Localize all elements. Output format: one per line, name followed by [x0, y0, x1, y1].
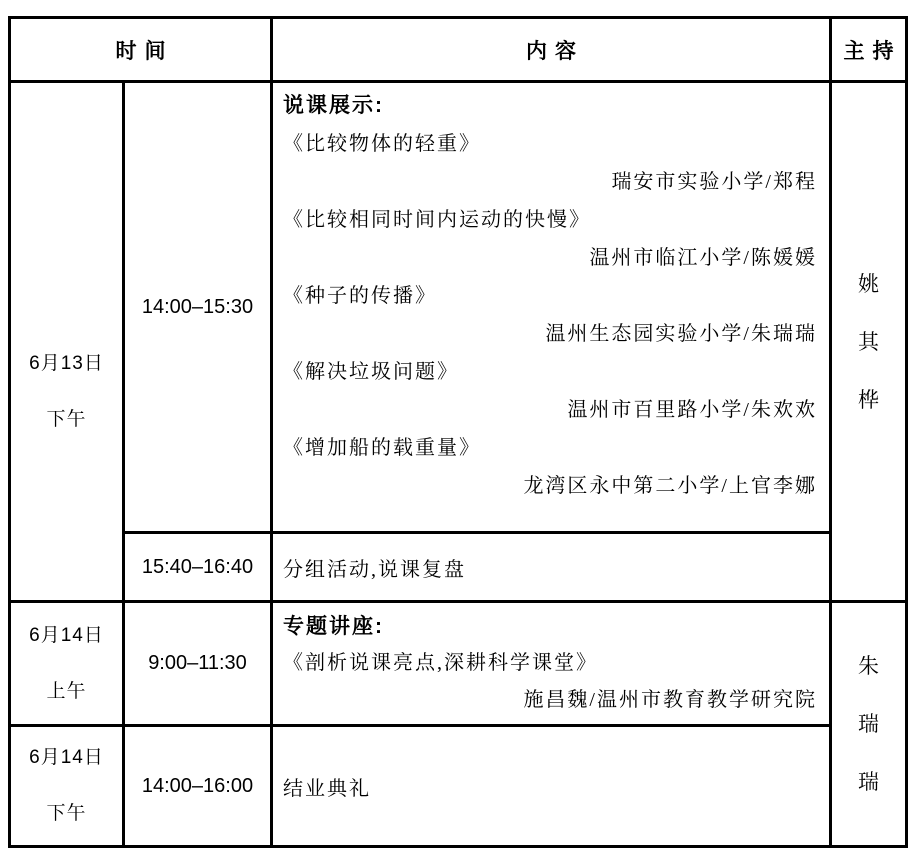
date-text: 6月13日 [29, 352, 104, 374]
date-cell-jun14-pm [10, 726, 124, 847]
ceremony-text: 结业典礼 [283, 777, 371, 800]
date-text: 6月14日 [29, 624, 104, 646]
session-heading: 说课展示: [283, 94, 384, 117]
header-host: 主持 [831, 18, 907, 82]
row-jun13-session1 [10, 82, 907, 533]
lesson-presenter: 龙湾区永中第二小学/上官李娜 [523, 475, 817, 497]
row-jun13-session2 [10, 533, 907, 602]
period-text: 下午 [46, 803, 87, 824]
host-name: 姚其桦 [858, 271, 879, 412]
date-cell-jun14-am [10, 602, 124, 726]
content-cell-ceremony [272, 726, 831, 847]
lesson-title: 《解决垃圾问题》 [283, 361, 459, 383]
date-text: 6月14日 [29, 747, 104, 768]
host-name: 朱瑞瑞 [858, 654, 879, 794]
header-row [10, 18, 907, 82]
header-content: 内容 [272, 18, 831, 82]
lesson-title: 《种子的传播》 [283, 285, 437, 307]
period-text: 上午 [46, 680, 87, 702]
header-time: 时间 [10, 18, 272, 82]
time-cell-session2: 15:40–16:40 [124, 533, 272, 602]
lecture-presenter: 施昌魏/温州市教育教学研究院 [523, 689, 817, 711]
lesson-presenter: 温州市百里路小学/朱欢欢 [567, 399, 817, 421]
schedule-table [8, 16, 908, 848]
host-cell-day1 [831, 82, 907, 602]
lesson-presenter: 瑞安市实验小学/郑程 [611, 171, 817, 193]
lesson-title: 《增加船的载重量》 [283, 437, 481, 459]
activity-text: 分组活动,说课复盘 [283, 558, 466, 581]
lesson-presenter: 温州市临江小学/陈媛媛 [589, 247, 817, 269]
time-cell-ceremony: 14:00–16:00 [124, 726, 272, 847]
content-cell-lecture [272, 602, 831, 726]
row-jun14-afternoon [10, 726, 907, 847]
lecture-title: 《剖析说课亮点,深耕科学课堂》 [283, 652, 598, 674]
lesson-title: 《比较物体的轻重》 [283, 133, 481, 155]
content-cell-presentations [272, 82, 831, 533]
lesson-title: 《比较相同时间内运动的快慢》 [283, 209, 591, 231]
row-jun14-morning [10, 602, 907, 726]
content-cell-group-activity [272, 533, 831, 602]
time-cell-session1: 14:00–15:30 [124, 82, 272, 533]
host-cell-day2 [831, 602, 907, 847]
lesson-presenter: 温州生态园实验小学/朱瑞瑞 [545, 323, 817, 345]
period-text: 下午 [46, 408, 87, 430]
session-heading: 专题讲座: [283, 615, 384, 638]
date-cell-jun13-pm [10, 82, 124, 602]
time-cell-lecture: 9:00–11:30 [124, 602, 272, 726]
